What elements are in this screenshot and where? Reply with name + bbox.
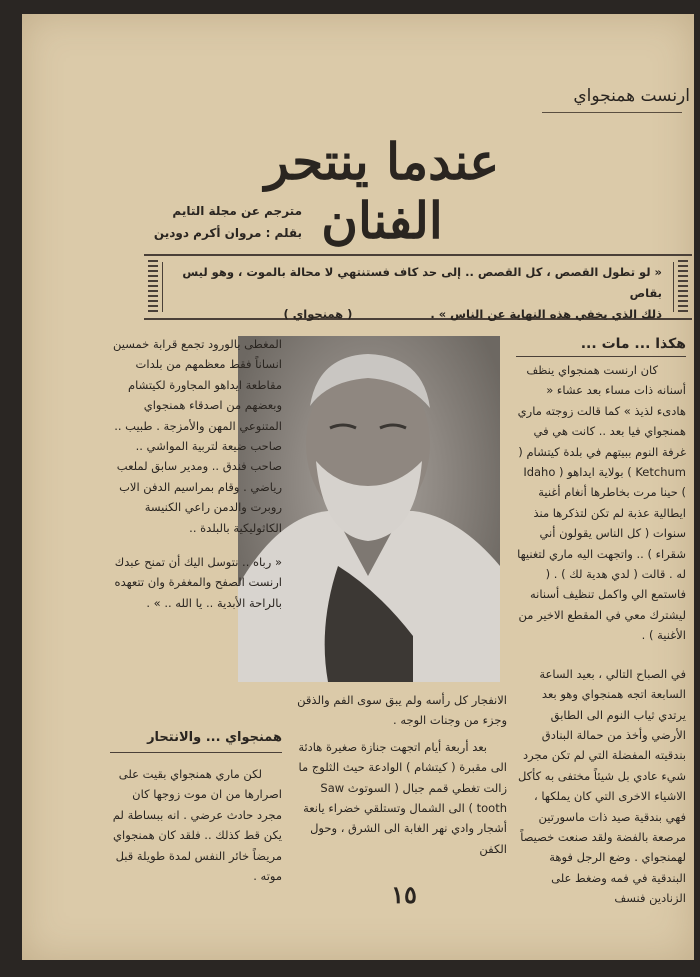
- credit-writer: بقلم : مروان أكرم دودين: [153, 226, 302, 240]
- epigraph-text: [174, 262, 662, 325]
- ornament-right: [678, 260, 688, 314]
- section-heading-suicide: همنجواي ... والانتحار: [147, 730, 282, 745]
- ornament-left: [148, 260, 158, 314]
- prayer-quote: « رباه .. نتوسل اليك أن تمنح عبدك ارنست الصفح والمغفرة وان تتعهده بالراحة الأبدية .. يا الله .. » .: [114, 555, 282, 610]
- epigraph-box: [144, 254, 692, 320]
- credit-source: مترجم عن مجلة التايم: [172, 204, 302, 218]
- epigraph-line-2-text: ذلك الذي يخفي هذه النهاية عن الناس » .: [430, 307, 662, 321]
- paragraph: الانفجار كل رأسه ولم يبق سوى الفم والذقن وجزء من وجنات الوجه .: [297, 693, 507, 728]
- author-underline: [542, 112, 682, 113]
- epigraph-line-2: [174, 304, 662, 325]
- heading-rule: [516, 356, 686, 357]
- epigraph-attribution: ( همنجواي ): [283, 307, 353, 321]
- paragraph: كان ارنست همنجواي ينظف أسنانه ذات مساء بعد عشاء « هادىء لذيذ » كما قالت زوجته ماري همنجواي فيا بعد .. كانت هي في غرفة النوم ببيتهم في بلدة كيتشام ( Ketchum ) بولاية ايداهو ( Idaho ) حينا مرت بخاطرها أنغام أغنية ايطالية عذبة لم تكن لتذكرها منذ سنوات ( كل الناس يقولون أني شقراء ) .. واتجهت اليه ماري لتغنيها له . قالت ( لدي هدية لك ) . ( فاستمع الي واكمل تنظيف أسنانه ليشترك معي في المقطع الاخير من الأغنية ) .: [517, 363, 686, 643]
- page-number: ١٥: [391, 880, 417, 909]
- magazine-page: [22, 14, 694, 960]
- left-column: [110, 334, 282, 613]
- author-name: ارنست همنجواي: [573, 86, 690, 106]
- paragraph: لكن ماري همنجواي بقيت على اصرارها من ان موت زوجها كان مجرد حادث عرضي . انه ببساطة لم يكن قط كذلك .. فلقد كان همنجواي مريضاً خائر النفس لمدة طويلة قبل موته .: [112, 767, 282, 884]
- paragraph: في الصباح التالي ، بعيد الساعة السابعة اتجه همنجواي وهو بعد يرتدي ثياب النوم الى الطابق الأرضي وأخذ من حمالة البنادق بندقيته المفضلة التي لم تكن مجرد شيء عادي بل شيئاً مختفى به كأكل الاشياء الاخرى التي كان يملكها ، فهي بندقية صيد ذات ماسورتين مرصعة بالفضة ولقد صنعت خصيصاً لهمنجواي . وضع الرجل فوهة البندقية في فمه وضغط على الزنادين فنسف: [517, 666, 686, 906]
- article-title: عندما ينتحر الفنان: [264, 132, 500, 250]
- heading-rule: [110, 752, 282, 753]
- right-column: [516, 360, 686, 909]
- epigraph-line-1: « لو تطول القصص ، كل القصص .. إلى حد كاف فستنتهي لا محالة بالموت ، وهو ليس بقاص: [182, 265, 662, 300]
- section-heading-how-he-died: هكذا ... مات ...: [580, 336, 686, 352]
- paragraph: المغطى بالورود تجمع قرابة خمسين انساناً فقط معظمهم من بلدات مقاطعة ايداهو المجاورة لكيتشام وبعضهم من اصدقاء همنجواي المتنوعي المهن والأمزجة . طبيب .. صاحب ضيعة لتربية المواشي .. صاحب فندق .. ومدير سابق لملعب رياضي . وقام بمراسيم الدفن الاب روبرت والدمن راعي الكنيسة الكاثوليكية بالبلدة ..: [113, 337, 282, 535]
- middle-column: [297, 690, 507, 859]
- paragraph: بعد أربعة أيام اتجهت جنازة صغيرة هادئة الى مقبرة ( كيتشام ) الوادعة حيث الثلوج ما زالت تغطي قمم جبال ( السوتوث Saw tooth ) الى الشمال وتستلقي خضراء يانعة أشجار وادي نهر الغابة الى الشرق ، وحول الكفن: [298, 739, 507, 856]
- left-column-bottom: [110, 764, 282, 886]
